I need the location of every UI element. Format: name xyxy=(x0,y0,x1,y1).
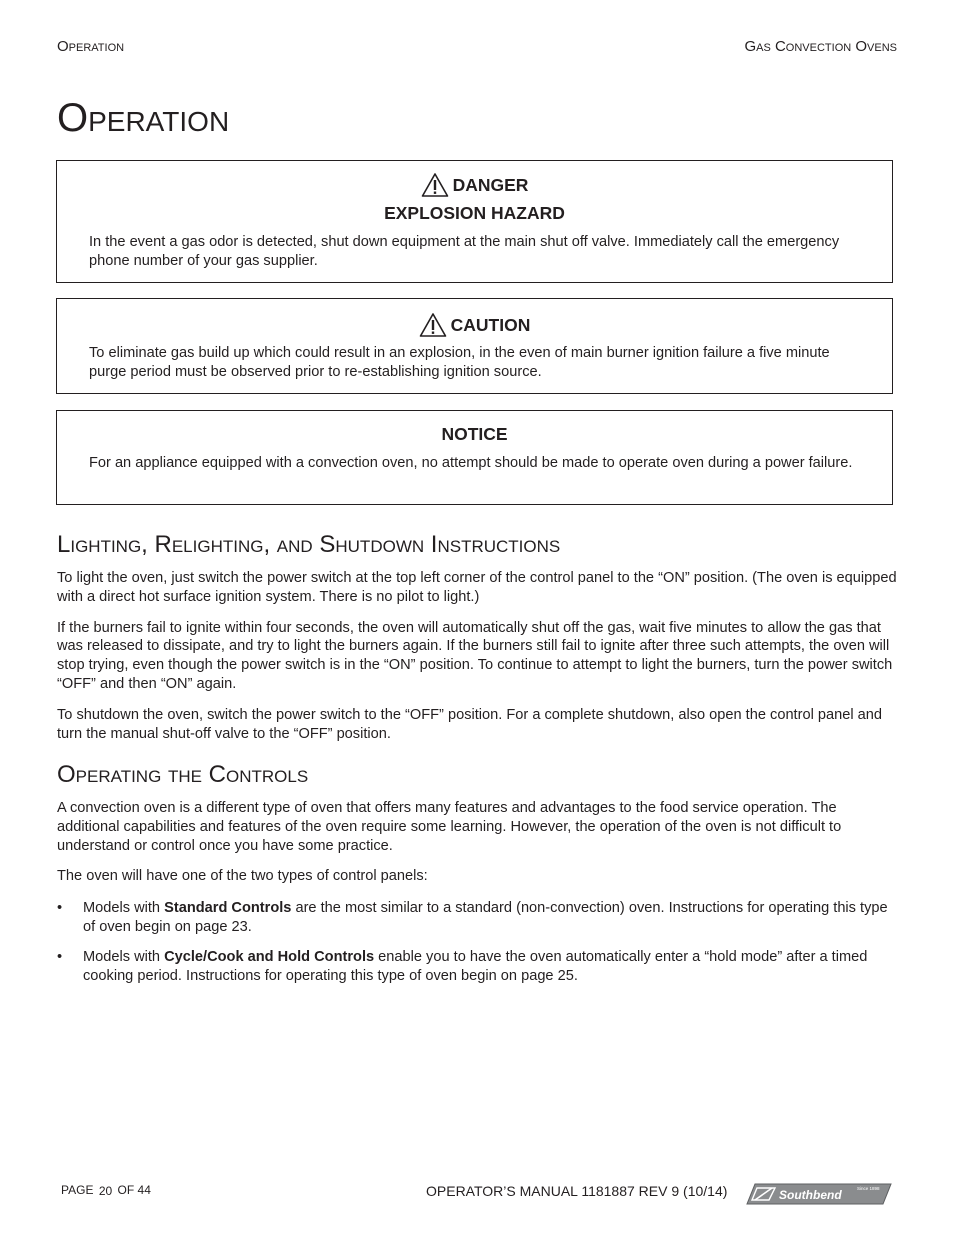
danger-subtitle: EXPLOSION HAZARD xyxy=(384,203,565,223)
footer-page-current: 20 xyxy=(98,1184,113,1198)
controls-section xyxy=(57,761,897,886)
footer-page-total: OF 44 xyxy=(117,1183,151,1197)
caution-title: CAUTION xyxy=(450,314,531,335)
logo-since: Since 1898 xyxy=(857,1186,880,1191)
bullet-text xyxy=(83,899,897,937)
warning-triangle-icon xyxy=(419,312,447,338)
bullet-marker: • xyxy=(57,949,63,965)
caution-box xyxy=(56,298,893,394)
lighting-heading: Lighting, Relighting, and Shutdown Instructions xyxy=(57,531,561,558)
controls-paragraph-1: A convection oven is a different type of oven that offers many features and advantages to the food service operation. The additional capabilities and features of the oven require some learning. However, the operation of the oven is not difficult to understand or control once you have some practice. xyxy=(57,800,842,854)
lighting-paragraph-1: To light the oven, just switch the power switch at the top left corner of the control panel to the “ON” position. (The oven is equipped with a direct hot surface ignition system. There is no pilot to light.) xyxy=(57,570,897,605)
bullet-text xyxy=(83,948,897,986)
lighting-paragraph-2: If the burners fail to ignite within four seconds, the oven will automatically shut off the gas, wait five minutes to allow the gas that was released to dissipate, and try to light the burners again. If the burners still fail to ignite after three such attempts, the oven will stop trying, even though the power switch is in the “ON” position. To continue to attempt to light the burners, turn the power switch “OFF” and then “ON” again. xyxy=(57,619,893,692)
warning-triangle-icon xyxy=(421,172,449,198)
notice-box xyxy=(56,410,893,505)
bullet-prefix: Models with xyxy=(83,900,165,916)
lighting-section xyxy=(57,531,897,743)
danger-title-row xyxy=(57,172,892,198)
footer-manual-reference: OPERATOR’S MANUAL 1181887 REV 9 (10/14) xyxy=(426,1183,728,1199)
notice-text: For an appliance equipped with a convection oven, no attempt should be made to operate oven during a power failure. xyxy=(89,455,853,471)
bullet-bold: Cycle/Cook and Hold Controls xyxy=(164,949,375,965)
running-header-product: Gas Convection Ovens xyxy=(744,38,897,55)
page-title: Operation xyxy=(57,96,230,140)
footer-page-word: PAGE xyxy=(61,1183,94,1197)
logo-wordmark: Southbend xyxy=(779,1188,842,1202)
bullet-bold: Standard Controls xyxy=(164,900,292,916)
southbend-logo xyxy=(745,1183,893,1205)
bullet-prefix: Models with xyxy=(83,949,165,965)
list-item-cycle-cook-hold xyxy=(57,948,897,986)
running-header-section: Operation xyxy=(57,38,125,55)
controls-heading: Operating the Controls xyxy=(57,761,309,788)
danger-title: DANGER xyxy=(452,174,529,195)
footer-page-number xyxy=(61,1183,151,1197)
bullet-marker: • xyxy=(57,900,63,916)
bullet-suffix: enable you to have the oven automatically enter a “hold mode” after a timed cooking period. Instructions for operating this type of oven begin on page 25. xyxy=(83,949,868,984)
danger-box xyxy=(56,160,893,283)
caution-title-row xyxy=(57,312,892,338)
controls-paragraph-2: The oven will have one of the two types of control panels: xyxy=(57,868,428,885)
caution-text: To eliminate gas build up which could result in an explosion, in the even of main burner ignition failure a five minute purge period must be observed prior to re-establishing ignition source. xyxy=(89,345,830,380)
list-item-standard-controls xyxy=(57,899,897,937)
lighting-paragraph-3: To shutdown the oven, switch the power switch to the “OFF” position. For a complete shutdown, also open the control panel and turn the manual shut-off valve to the “OFF” position. xyxy=(57,706,882,742)
danger-text: In the event a gas odor is detected, shut down equipment at the main shut off valve. Immediately call the emergency phone number of your gas supplier. xyxy=(89,234,840,269)
notice-title: NOTICE xyxy=(441,424,508,444)
bullet-suffix: are the most similar to a standard (non-convection) oven. Instructions for operating this type of oven begin on page 23. xyxy=(83,900,888,935)
